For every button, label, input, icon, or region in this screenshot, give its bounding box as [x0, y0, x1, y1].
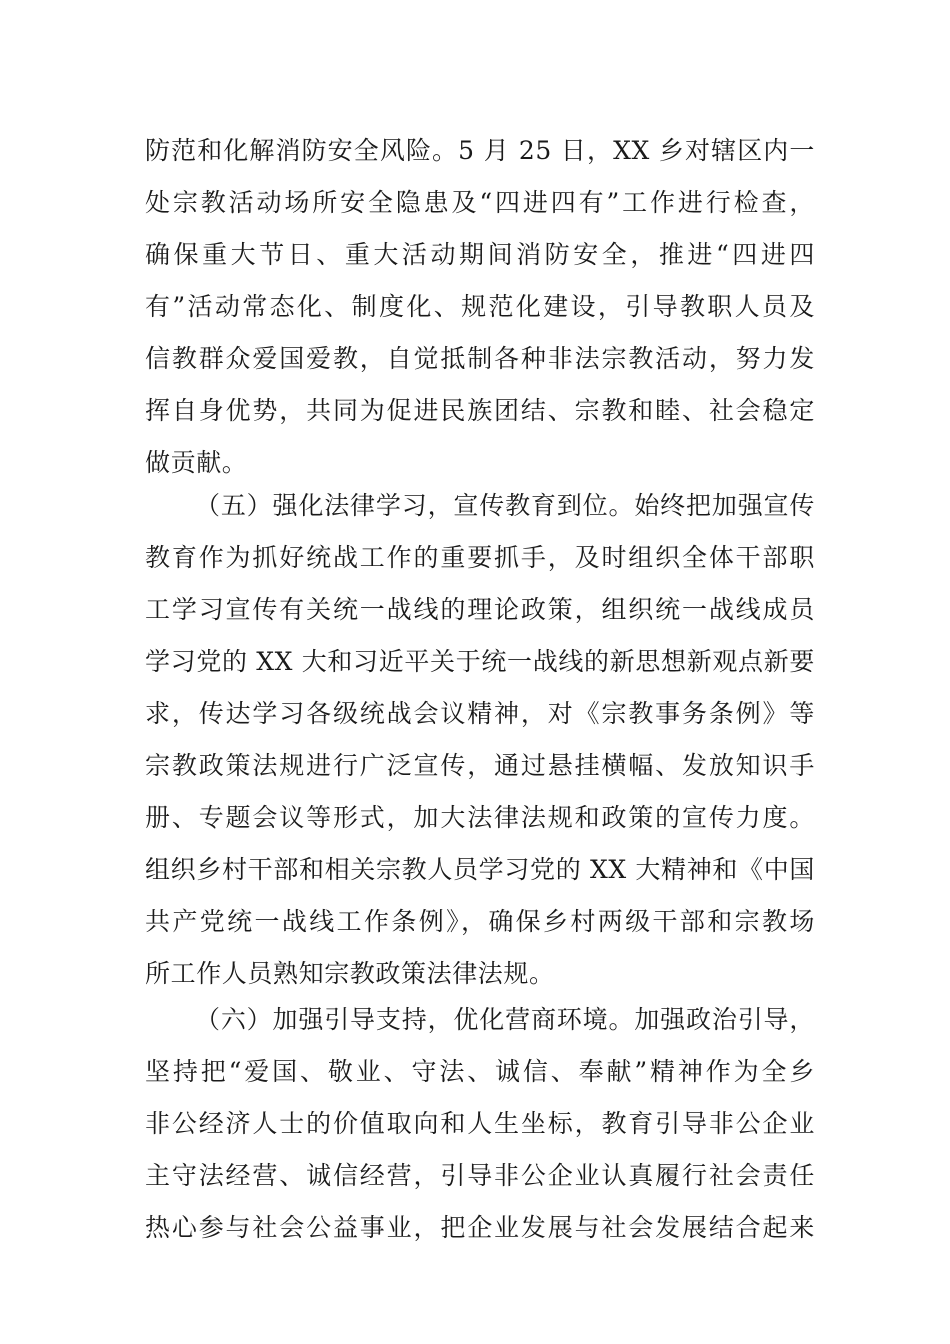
text-line: 教育作为抓好统战工作的重要抓手，及时组织全体干部职: [145, 543, 815, 572]
text-line: 非公经济人士的价值取向和人生坐标，教育引导非公企业: [145, 1109, 815, 1138]
text-line: 有”活动常态化、制度化、规范化建设，引导教职人员及: [145, 292, 815, 321]
text-line: 确保重大节日、重大活动期间消防安全，推进“四进四: [145, 240, 815, 269]
text-line: 热心参与社会公益事业，把企业发展与社会发展结合起来: [145, 1213, 815, 1242]
text-line: 工学习宣传有关统一战线的理论政策，组织统一战线成员: [145, 595, 815, 624]
section-heading-line: （五）强化法律学习，宣传教育到位。始终把加强宣传: [195, 491, 815, 520]
text-line: 挥自身优势，共同为促进民族团结、宗教和睦、社会稳定: [145, 396, 815, 425]
text-line: 共产党统一战线工作条例》，确保乡村两级干部和宗教场: [145, 907, 815, 936]
text-line: 册、专题会议等形式，加大法律法规和政策的宣传力度。: [145, 803, 815, 832]
text-line: 宗教政策法规进行广泛宣传，通过悬挂横幅、发放知识手: [145, 751, 815, 780]
text-line: 求，传达学习各级统战会议精神，对《宗教事务条例》等: [145, 699, 815, 728]
text-line: 防范和化解消防安全风险。5 月 25 日，XX 乡对辖区内一: [145, 136, 815, 165]
text-line: 学习党的 XX 大和习近平关于统一战线的新思想新观点新要: [145, 647, 815, 676]
text-line: 主守法经营、诚信经营，引导非公企业认真履行社会责任: [145, 1161, 815, 1190]
text-line: 处宗教活动场所安全隐患及“四进四有”工作进行检查，: [145, 188, 815, 217]
section-heading-line: （六）加强引导支持，优化营商环境。加强政治引导，: [195, 1005, 815, 1034]
text-line: 做贡献。: [145, 448, 248, 477]
text-line: 坚持把“爱国、敬业、守法、诚信、奉献”精神作为全乡: [145, 1057, 815, 1086]
text-line: 组织乡村干部和相关宗教人员学习党的 XX 大精神和《中国: [145, 855, 815, 884]
text-line: 所工作人员熟知宗教政策法律法规。: [145, 959, 555, 988]
text-line: 信教群众爱国爱教，自觉抵制各种非法宗教活动，努力发: [145, 344, 815, 373]
